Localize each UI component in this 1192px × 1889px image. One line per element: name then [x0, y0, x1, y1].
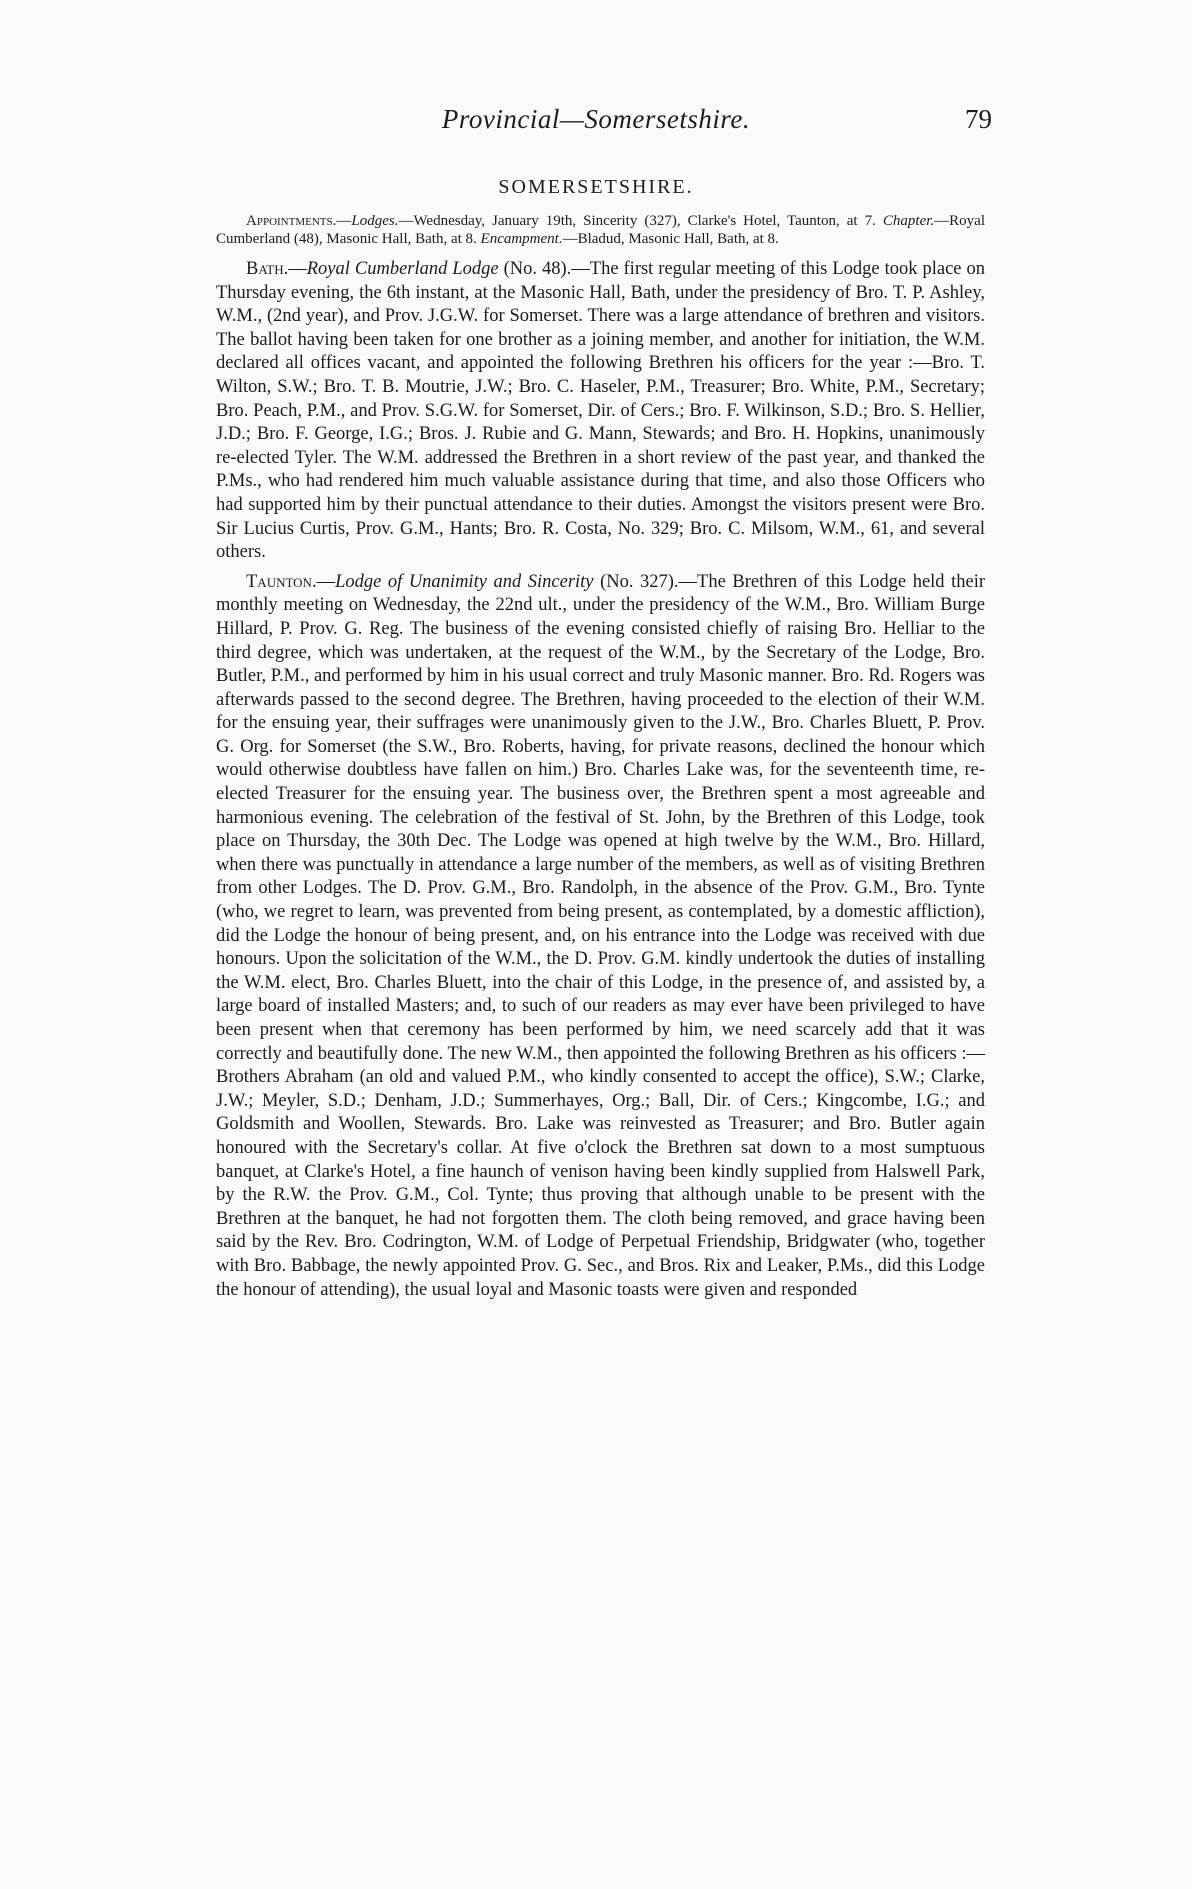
- taunton-place: Taunton.: [246, 571, 317, 592]
- bath-text: (No. 48).—The first regular meeting of this Lodge took place on Thursday evening, the 6th instant, at the Masonic Hall, Bath, under the presidency of Bro. T. P. Ashley, W.M., (2nd year), and Prov. J.G.W. for Somerset. There was a large attendance of brethren and visitors. The ballot having been taken for one brother as a joining member, and another for initiation, the W.M. declared all offices vacant, and appointed the following Brethren his officers for the year :—Bro. T. Wilton, S.W.; Bro. T. B. Moutrie, J.W.; Bro. C. Haseler, P.M., Treasurer; Bro. White, P.M., Secretary; Bro. Peach, P.M., and Prov. S.G.W. for Somerset, Dir. of Cers.; Bro. F. Wilkinson, S.D.; Bro. S. Hellier, J.D.; Bro. F. George, I.G.; Bros. J. Rubie and G. Mann, Stewards; and Bro. H. Hopkins, unanimously re-elected Tyler. The W.M. addressed the Brethren in a short review of the past year, and thanked the P.Ms., who had rendered him much valuable assistance during that time, and also those Officers who had supported him by their punctual attendance to their duties. Amongst the visitors present were Bro. Sir Lucius Curtis, Prov. G.M., Hants; Bro. R. Costa, No. 329; Bro. C. Milsom, W.M., 61, and several others.: [216, 259, 985, 563]
- running-head: [0, 104, 1192, 144]
- chapter-label: Chapter.: [882, 213, 935, 229]
- taunton-text: (No. 327).—The Brethren of this Lodge held their monthly meeting on Wednesday, the 22nd ult., under the presidency of the W.M., Bro. William Burge Hillard, P. Prov. G. Reg. The business of the evening consisted chiefly of raising Bro. Helliar to the third degree, which was undertaken, at the request of the W.M., by the Secretary of the Lodge, Bro. Butler, P.M., and performed by him in his usual correct and truly Masonic manner. Bro. Rd. Rogers was afterwards passed to the second degree. The Brethren, having proceeded to the election of their W.M. for the ensuing year, their suffrages were unanimously given to the J.W., Bro. Charles Bluett, P. Prov. G. Org. for Somerset (the S.W., Bro. Roberts, having, for private reasons, declined the honour which would otherwise doubtless have fallen on him.) Bro. Charles Lake was, for the seventeenth time, re-elected Treasurer for the ensuing year. The business over, the Brethren spent a most agreeable and harmonious evening. The celebration of the festival of St. John, by the Brethren of this Lodge, took place on Thursday, the 30th Dec. The Lodge was opened at high twelve by the W.M., Bro. Hillard, when there was punctually in attendance a large number of the members, as well as of visiting Brethren from other Lodges. The D. Prov. G.M., Bro. Randolph, in the absence of the Prov. G.M., Bro. Tynte (who, we regret to learn, was prevented from being present, as contemplated, by a domestic affliction), did the Lodge the honour of being present, and, on his entrance into the Lodge was received with due honours. Upon the solicitation of the W.M., the D. Prov. G.M. kindly undertook the duties of installing the W.M. elect, Bro. Charles Bluett, into the chair of this Lodge, in the presence of, and assisted by, a large board of installed Masters; and, to such of our readers as may ever have been privileged to have been present when that ceremony has been performed by him, we need scarcely add that it was correctly and beautifully done. The new W.M., then appointed the following Brethren as his officers :—Brothers Abraham (an old and valued P.M., who kindly consented to accept the office), S.W.; Clarke, J.W.; Meyler, S.D.; Denham, J.D.; Summerhayes, Org.; Ball, Dir. of Cers.; Kingcombe, I.G.; and Goldsmith and Woollen, Stewards. Bro. Lake was reinvested as Treasurer; and Bro. Butler again honoured with the Secretary's collar. At five o'clock the Brethren sat down to a most sumptuous banquet, at Clarke's Hotel, a fine haunch of venison having been kindly supplied from Halswell Park, by the R.W. the Prov. G.M., Col. Tynte; thus proving that although unable to be present with the Brethren at the banquet, he had not forgotten them. The cloth being removed, and grace having been said by the Rev. Bro. Codrington, W.M. of Lodge of Perpetual Friendship, Bridgwater (who, together with Bro. Babbage, the newly appointed Prov. G. Sec., and Bros. Rix and Leaker, P.Ms., did this Lodge the honour of attending), the usual loyal and Masonic toasts were given and responded: [216, 571, 985, 1300]
- encampment-text: —Bladud, Masonic Hall, Bath, at 8.: [562, 231, 779, 247]
- lodges-text: —Wednesday, January 19th, Sincerity (327), Clarke's Hotel, Taunton, at 7.: [398, 213, 876, 229]
- dash: —: [288, 259, 307, 279]
- taunton-paragraph: [216, 571, 985, 1302]
- taunton-lodge-name: Lodge of Unanimity and Sincerity: [335, 571, 594, 592]
- bath-place: Bath.: [246, 259, 289, 279]
- lodges-label: Lodges.: [351, 213, 399, 229]
- dash: —: [336, 213, 352, 229]
- appointments-label: Appointments.: [246, 213, 337, 229]
- bath-lodge-name: Royal Cumberland Lodge: [306, 259, 499, 279]
- section-title: SOMERSETSHIRE.: [498, 176, 694, 198]
- page-number: 79: [965, 104, 992, 134]
- article-body: [216, 212, 985, 1308]
- encampment-label: Encampment.: [480, 231, 563, 247]
- chapter-text: —Royal Cumberland (48), Masonic Hall, Bath, at 8.: [216, 213, 985, 247]
- bath-paragraph: [216, 258, 985, 565]
- running-title: Provincial—Somersetshire.: [441, 104, 751, 134]
- appointments-paragraph: [216, 212, 985, 248]
- dash: —: [316, 571, 336, 592]
